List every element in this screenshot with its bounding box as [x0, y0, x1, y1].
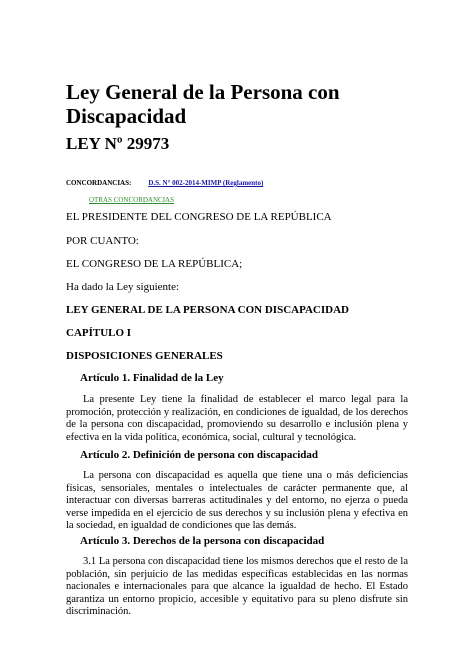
law-number: LEY Nº 29973	[66, 134, 170, 153]
chapter-title: DISPOSICIONES GENERALES	[66, 350, 223, 362]
article-3-title: Artículo 3. Derechos de la persona con discapacidad	[80, 535, 325, 547]
law-heading: LEY GENERAL DE LA PERSONA CON DISCAPACIDAD	[66, 304, 349, 316]
congreso-line: EL CONGRESO DE LA REPÚBLICA;	[66, 258, 243, 270]
por-cuanto-line: POR CUANTO:	[66, 235, 139, 247]
article-3-text: 3.1 La persona con discapacidad tiene los mismos derechos que el resto de la población, sin perjuicio de las medidas específicas establecidas en las normas nacionales e internacionales para que alcance la igualdad de hecho. El Estado garantiza un entorno propicio, accesible y equitativo para su pleno disfrute sin discriminación.	[66, 556, 408, 618]
ha-dado-line: Ha dado la Ley siguiente:	[66, 281, 180, 293]
presidente-line: EL PRESIDENTE DEL CONGRESO DE LA REPÚBLICA	[66, 211, 332, 223]
chapter-number: CAPÍTULO I	[66, 327, 132, 339]
article-2-title: Artículo 2. Definición de persona con discapacidad	[80, 449, 319, 461]
article-1-title: Artículo 1. Finalidad de la Ley	[80, 372, 224, 384]
article-1-text: La presente Ley tiene la finalidad de establecer el marco legal para la promoción, protección y realización, en condiciones de igualdad, de los derechos de la persona con discapacidad, promoviendo su desarrollo e inclusión plena y efectiva en la vida política, económica, social, cultural y tecnológica.	[66, 394, 408, 443]
concordancias-row	[66, 179, 263, 187]
otras-concordancias-link[interactable]: OTRAS CONCORDANCIAS	[89, 196, 174, 204]
article-2-text: La persona con discapacidad es aquella que tiene una o más deficiencias físicas, sensoriales, mentales o intelectuales de carácter permanente que, al interactuar con diversas barreras actitudinales y del entorno, no ejerza o pueda verse impedida en el ejercicio de sus derechos y su inclusión plena y efectiva en la sociedad, en igualdad de condiciones que las demás.	[66, 470, 408, 532]
document-title-line-2: Discapacidad	[66, 104, 187, 128]
concordancias-link[interactable]: D.S. N° 002-2014-MIMP (Reglamento)	[148, 179, 264, 187]
concordancias-label: CONCORDANCIAS:	[66, 179, 132, 187]
document-title-line-1: Ley General de la Persona con	[66, 80, 340, 104]
